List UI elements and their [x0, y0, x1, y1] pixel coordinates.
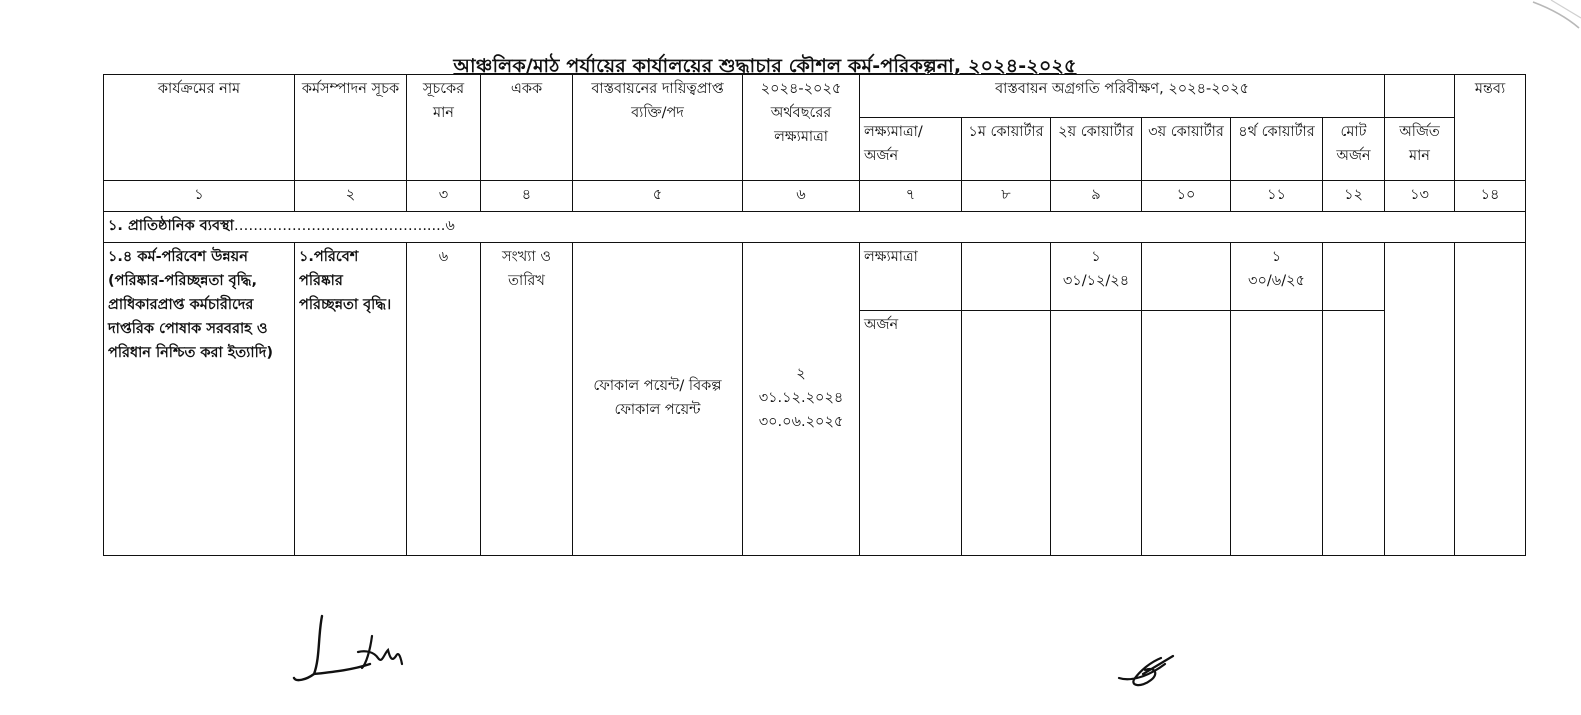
- page-corner-mark: [1521, 0, 1581, 30]
- section-label: ১. প্রাতিষ্ঠানিক ব্যবস্থা: [108, 217, 234, 234]
- column-number: ৯: [1051, 181, 1142, 212]
- q2-date: ৩১/১২/২৪: [1062, 272, 1130, 289]
- total-achievement-cell: [1323, 310, 1385, 555]
- column-number: ১০: [1142, 181, 1231, 212]
- activity-cell: ১.৪ কর্ম-পরিবেশ উন্নয়ন (পরিষ্কার-পরিচ্ছন্নতা বৃদ্ধি, প্রাধিকারপ্রাপ্ত কর্মচারীদের দাপ্তরিক পোষাক সরবরাহ ও পরিধান নিশ্চিত করা ইত্যাদি): [104, 242, 295, 555]
- header-performance-indicator: কর্মসম্পাদন সূচক: [295, 75, 407, 181]
- header-fy-target: ২০২৪-২০২৫ অর্থবছরের লক্ষ্যমাত্রা: [743, 75, 860, 181]
- target-label-cell: লক্ষ্যমাত্রা: [860, 242, 962, 310]
- action-plan-table: [103, 74, 1526, 556]
- achieved-value-cell: [1385, 242, 1455, 555]
- header-progress-monitoring: বাস্তবায়ন অগ্রগতি পরিবীক্ষণ, ২০২৪-২০২৫: [860, 75, 1385, 118]
- q2-count: ১: [1091, 248, 1101, 265]
- column-number: ২: [295, 181, 407, 212]
- total-target-cell: [1323, 242, 1385, 310]
- section-dots: ………………………………….....: [233, 217, 446, 234]
- fy-target-cell: [743, 242, 860, 555]
- indicator-cell: ১.পরিবেশ পরিষ্কার পরিচ্ছন্নতা বৃদ্ধি।: [295, 242, 407, 555]
- header-q1: ১ম কোয়ার্টার: [962, 118, 1051, 181]
- q4-date: ৩০/৬/২৫: [1248, 272, 1305, 289]
- column-number: ১৩: [1385, 181, 1455, 212]
- page-title: আঞ্চলিক/মাঠ পর্যায়ের কার্যালয়ের শুদ্ধাচার কৌশল কর্ম-পরিকল্পনা, ২০২৪-২০২৫: [453, 55, 1077, 77]
- header-activity-name: কার্যক্রমের নাম: [104, 75, 295, 181]
- column-number: ১১: [1231, 181, 1323, 212]
- q2-achievement-cell: [1051, 310, 1142, 555]
- column-number: ৩: [407, 181, 481, 212]
- target-date-1: ৩১.১২.২০২৪: [758, 389, 844, 406]
- header-q4: ৪র্থ কোয়ার্টার: [1231, 118, 1323, 181]
- column-number: ৪: [481, 181, 573, 212]
- target-date-2: ৩০.০৬.২০২৫: [758, 413, 844, 430]
- header-row-1: [104, 75, 1526, 118]
- column-number: ১: [104, 181, 295, 212]
- section-value: ৬: [445, 217, 455, 234]
- signature-left: [292, 606, 417, 686]
- table-row: [104, 242, 1526, 310]
- remarks-cell: [1455, 242, 1526, 555]
- section-heading: [104, 211, 1526, 242]
- signature-right: [1115, 652, 1180, 692]
- q3-target-cell: [1142, 242, 1231, 310]
- q4-target-cell: [1231, 242, 1323, 310]
- header-q3: ৩য় কোয়ার্টার: [1142, 118, 1231, 181]
- column-number-row: [104, 181, 1526, 212]
- header-unit: একক: [481, 75, 573, 181]
- column-number: ১২: [1323, 181, 1385, 212]
- responsible-cell: ফোকাল পয়েন্ট/ বিকল্প ফোকাল পয়েন্ট: [573, 242, 743, 555]
- column-number: ১৪: [1455, 181, 1526, 212]
- header-target-achievement: লক্ষ্যমাত্রা/ অর্জন: [860, 118, 962, 181]
- target-count: ২: [796, 366, 806, 383]
- column-number: ৭: [860, 181, 962, 212]
- header-total-achievement: মোট অর্জন: [1323, 118, 1385, 181]
- header-indicator-value: সূচকের মান: [407, 75, 481, 181]
- achievement-label-cell: অর্জন: [860, 310, 962, 555]
- q3-achievement-cell: [1142, 310, 1231, 555]
- column-number: ৮: [962, 181, 1051, 212]
- header-remarks: মন্তব্য: [1455, 75, 1526, 181]
- indicator-value-cell: ৬: [407, 242, 481, 555]
- header-responsible-person: বাস্তবায়নের দায়িত্বপ্রাপ্ত ব্যক্তি/পদ: [573, 75, 743, 181]
- header-q2: ২য় কোয়ার্টার: [1051, 118, 1142, 181]
- column-number: ৬: [743, 181, 860, 212]
- unit-cell: সংখ্যা ও তারিখ: [481, 242, 573, 555]
- section-row: [104, 211, 1526, 242]
- q4-count: ১: [1271, 248, 1282, 265]
- column-number: ৫: [573, 181, 743, 212]
- header-blank-cell: [1385, 75, 1455, 118]
- q1-target-cell: [962, 242, 1051, 310]
- q4-achievement-cell: [1231, 310, 1323, 555]
- q1-achievement-cell: [962, 310, 1051, 555]
- q2-target-cell: [1051, 242, 1142, 310]
- header-achieved-value: অর্জিত মান: [1385, 118, 1455, 181]
